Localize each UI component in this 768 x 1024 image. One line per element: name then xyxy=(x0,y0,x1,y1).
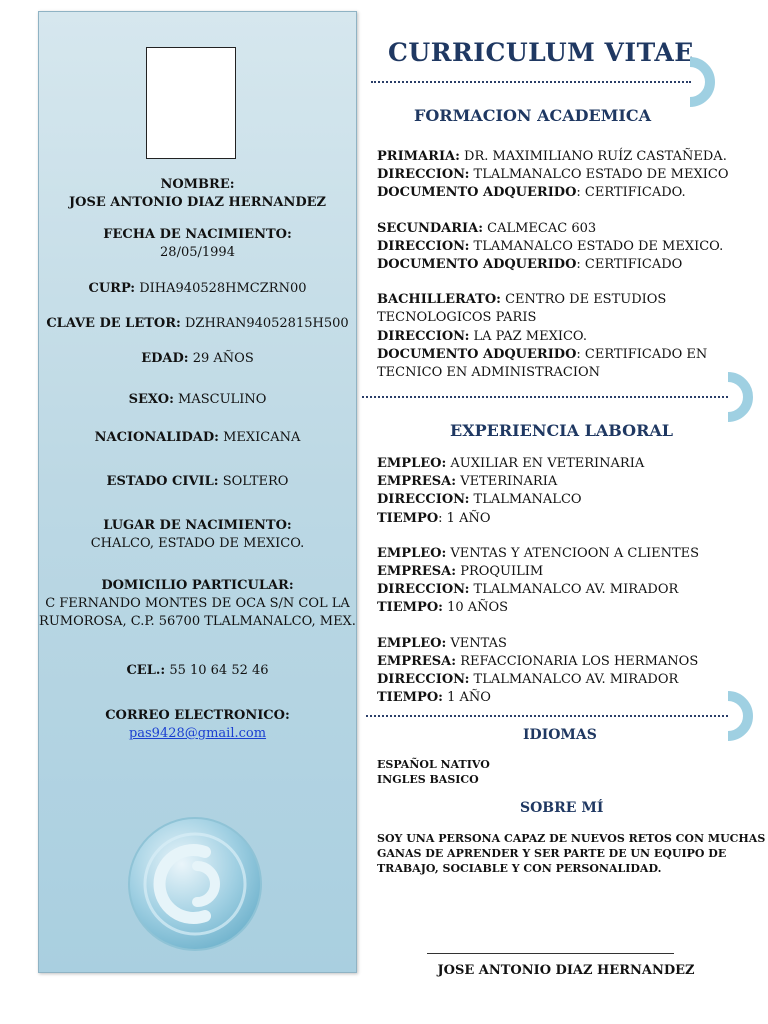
divider-2 xyxy=(362,396,728,398)
sexo-field xyxy=(39,391,356,409)
entry-line: DIRECCION: TLALMANALCO xyxy=(377,492,582,508)
job-entry xyxy=(377,455,699,528)
entry-line: EMPLEO: AUXILIAR EN VETERINARIA xyxy=(377,456,645,471)
entry-line: TIEMPO: 1 AÑO xyxy=(377,510,491,526)
sobre-mi-line: GANAS DE APRENDER Y SER PARTE DE UN EQUIPO DE xyxy=(377,847,727,860)
entry-line: PRIMARIA: DR. MAXIMILIANO RUÍZ CASTAÑEDA. xyxy=(377,149,727,164)
divider-3 xyxy=(366,715,728,717)
curp-label: CURP: xyxy=(88,281,136,296)
bachillerato-entry xyxy=(377,291,728,382)
secundaria-entry xyxy=(377,220,728,275)
signature-name: JOSE ANTONIO DIAZ HERNANDEZ xyxy=(437,963,695,978)
domicilio-field xyxy=(39,577,356,631)
idiomas-heading: IDIOMAS xyxy=(523,727,597,743)
formacion-heading: FORMACION ACADEMICA xyxy=(414,106,652,125)
decorative-logo-icon xyxy=(125,814,265,954)
cel-field xyxy=(39,662,356,680)
sobre-mi-line: SOY UNA PERSONA CAPAZ DE NUEVOS RETOS CON MUCHAS xyxy=(377,832,766,845)
domicilio-line-2: RUMOROSA, C.P. 56700 TLALMANALCO, MEX. xyxy=(39,614,356,629)
lugar-value: CHALCO, ESTADO DE MEXICO. xyxy=(90,536,305,551)
sobre-mi-text xyxy=(377,831,765,876)
edad-value: 29 AÑOS xyxy=(192,351,254,366)
curp-value: DIHA940528HMCZRN00 xyxy=(139,281,307,296)
edad-field xyxy=(39,350,356,368)
formacion-block xyxy=(377,148,728,382)
estado-civil-value: SOLTERO xyxy=(222,474,289,489)
entry-line: TECNICO EN ADMINISTRACION xyxy=(377,365,600,381)
nacionalidad-field xyxy=(39,429,356,447)
sexo-value: MASCULINO xyxy=(178,392,267,407)
entry-line: EMPRESA: PROQUILIM xyxy=(377,564,544,580)
entry-line: EMPLEO: VENTAS xyxy=(377,635,507,651)
entry-line: EMPRESA: VETERINARIA xyxy=(377,474,558,490)
job-entry xyxy=(377,545,699,618)
experiencia-block xyxy=(377,455,699,707)
nombre-field xyxy=(39,176,356,212)
nacionalidad-label: NACIONALIDAD: xyxy=(94,430,219,445)
correo-label: CORREO ELECTRONICO: xyxy=(105,708,290,723)
entry-line: DIRECCION: TLALMANALCO ESTADO DE MEXICO xyxy=(377,167,729,183)
divider-1 xyxy=(371,81,691,83)
estado-civil-label: ESTADO CIVIL: xyxy=(106,474,219,489)
curp-field xyxy=(39,280,356,298)
job-entry xyxy=(377,635,699,708)
clave-field xyxy=(39,315,356,333)
entry-line: EMPLEO: VENTAS Y ATENCIOON A CLIENTES xyxy=(377,545,700,561)
primaria-entry xyxy=(377,148,728,203)
divider-hook-icon xyxy=(724,691,756,741)
nombre-label: NOMBRE: xyxy=(160,177,235,192)
idioma-item: INGLES BASICO xyxy=(377,773,479,786)
domicilio-label: DOMICILIO PARTICULAR: xyxy=(101,578,294,593)
sexo-label: SEXO: xyxy=(128,392,174,407)
edad-label: EDAD: xyxy=(141,351,189,366)
entry-line: TECNOLOGICOS PARIS xyxy=(377,310,537,326)
signature-line xyxy=(427,953,674,954)
lugar-label: LUGAR DE NACIMIENTO: xyxy=(103,518,292,533)
correo-field xyxy=(39,707,356,743)
entry-line: DIRECCION: LA PAZ MEXICO. xyxy=(377,328,587,344)
sidebar-panel xyxy=(38,11,357,973)
sobre-mi-heading: SOBRE MÍ xyxy=(520,800,604,816)
domicilio-line-1: C FERNANDO MONTES DE OCA S/N COL LA xyxy=(45,596,350,611)
nacionalidad-value: MEXICANA xyxy=(223,430,301,445)
page-title: CURRICULUM VITAE xyxy=(388,38,694,67)
nombre-value: JOSE ANTONIO DIAZ HERNANDEZ xyxy=(68,195,327,210)
entry-line: DOCUMENTO ADQUERIDO: CERTIFICADO xyxy=(377,257,683,273)
estado-civil-field xyxy=(39,473,356,491)
cel-value: 55 10 64 52 46 xyxy=(169,663,269,678)
sobre-mi-line: TRABAJO, SOCIABLE Y CON PERSONALIDAD. xyxy=(377,862,662,875)
experiencia-heading: EXPERIENCIA LABORAL xyxy=(450,421,674,440)
entry-line: SECUNDARIA: CALMECAC 603 xyxy=(377,220,597,236)
entry-line: TIEMPO: 10 AÑOS xyxy=(377,600,509,616)
clave-label: CLAVE DE LETOR: xyxy=(46,316,181,331)
cel-label: CEL.: xyxy=(126,663,166,678)
clave-value: DZHRAN94052815H500 xyxy=(184,316,349,331)
fecha-value: 28/05/1994 xyxy=(160,245,235,260)
lugar-field xyxy=(39,517,356,553)
entry-line: EMPRESA: REFACCIONARIA LOS HERMANOS xyxy=(377,653,699,669)
divider-hook-icon xyxy=(686,57,718,107)
fecha-field xyxy=(39,226,356,262)
photo-placeholder xyxy=(146,47,236,159)
entry-line: DOCUMENTO ADQUERIDO: CERTIFICADO. xyxy=(377,185,686,201)
email-link[interactable]: pas9428@gmail.com xyxy=(128,726,267,741)
entry-line: BACHILLERATO: CENTRO DE ESTUDIOS xyxy=(377,292,667,308)
entry-line: DOCUMENTO ADQUERIDO: CERTIFICADO EN xyxy=(377,346,708,362)
entry-line: DIRECCION: TLALMANALCO AV. MIRADOR xyxy=(377,672,679,688)
entry-line: DIRECCION: TLALMANALCO AV. MIRADOR xyxy=(377,582,679,598)
fecha-label: FECHA DE NACIMIENTO: xyxy=(103,227,292,242)
idioma-item: ESPAÑOL NATIVO xyxy=(377,758,490,771)
divider-hook-icon xyxy=(724,372,756,422)
entry-line: DIRECCION: TLAMANALCO ESTADO DE MEXICO. xyxy=(377,238,724,254)
entry-line: TIEMPO: 1 AÑO xyxy=(377,690,491,706)
idiomas-list xyxy=(377,757,490,787)
